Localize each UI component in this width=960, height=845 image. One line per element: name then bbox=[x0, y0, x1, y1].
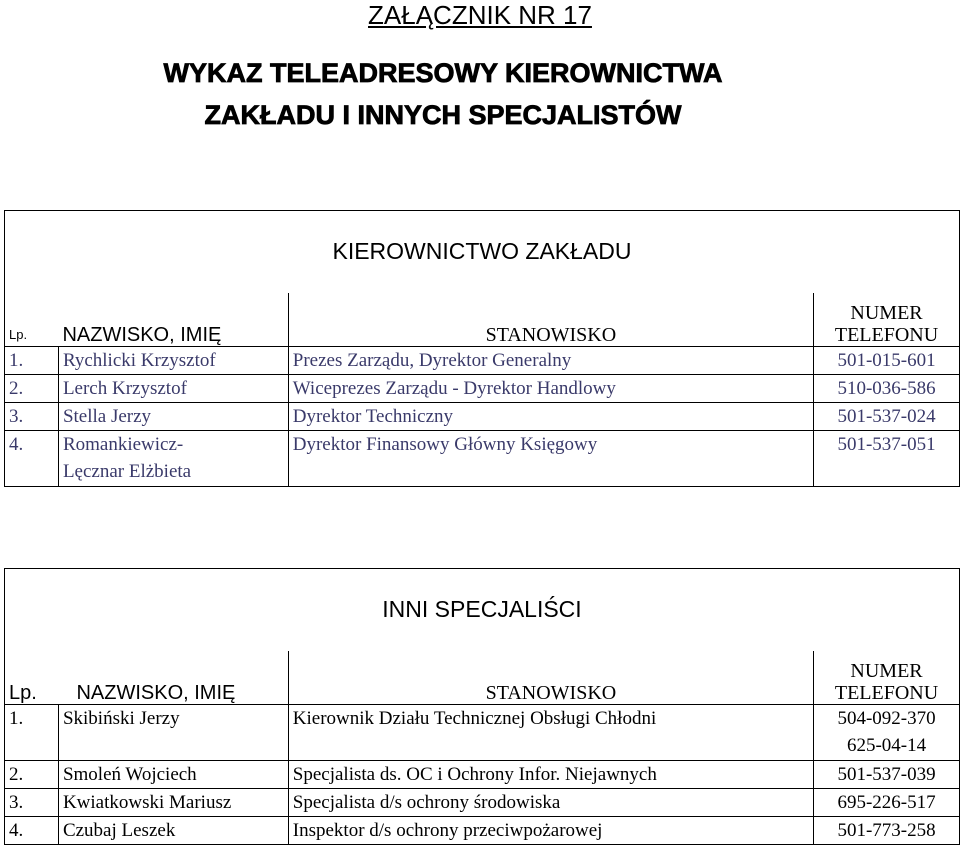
table-row bbox=[5, 431, 960, 487]
row-phone: 501-015-601 bbox=[814, 347, 960, 375]
row-name-line-2: Lęcznar Elżbieta bbox=[62, 461, 192, 482]
row-phone: 501-537-024 bbox=[814, 403, 960, 431]
row-lp: 3. bbox=[5, 789, 59, 817]
row-position: Specjalista d/s ochrony środowiska bbox=[288, 789, 813, 817]
row-lp: 2. bbox=[5, 761, 59, 789]
row-position: Prezes Zarządu, Dyrektor Generalny bbox=[288, 347, 813, 375]
section-title: INNI SPECJALIŚCI bbox=[5, 569, 960, 651]
header-position: STANOWISKO bbox=[288, 651, 813, 705]
row-name: Rychlicki Krzysztof bbox=[58, 347, 288, 375]
document-title-line-1: WYKAZ TELEADRESOWY KIEROWNICTWA bbox=[163, 58, 723, 88]
header-phone-line-1: NUMER bbox=[850, 302, 923, 324]
section-title: KIEROWNICTWO ZAKŁADU bbox=[5, 211, 960, 293]
header-lp: Lp. bbox=[5, 651, 59, 705]
row-position: Wiceprezes Zarządu - Dyrektor Handlowy bbox=[288, 375, 813, 403]
header-phone bbox=[814, 293, 960, 347]
row-lp: 1. bbox=[5, 705, 59, 761]
row-phone: 695-226-517 bbox=[814, 789, 960, 817]
row-name: Kwiatkowski Mariusz bbox=[58, 789, 288, 817]
row-phone-line-1: 504-092-370 bbox=[837, 708, 936, 729]
header-phone-line-1: NUMER bbox=[850, 660, 923, 682]
header-phone-line-2: TELEFONU bbox=[834, 682, 939, 704]
row-position: Dyrektor Techniczny bbox=[288, 403, 813, 431]
table-row bbox=[5, 817, 960, 845]
header-name: NAZWISKO, IMIĘ bbox=[58, 293, 288, 347]
row-lp: 4. bbox=[5, 431, 59, 487]
specialists-table bbox=[4, 568, 960, 845]
row-phone bbox=[814, 705, 960, 761]
table-row bbox=[5, 347, 960, 375]
header-phone bbox=[814, 651, 960, 705]
header-lp: Lp. bbox=[5, 293, 59, 347]
row-position: Dyrektor Finansowy Główny Księgowy bbox=[288, 431, 813, 487]
row-name: Czubaj Leszek bbox=[58, 817, 288, 845]
row-name: Smoleń Wojciech bbox=[58, 761, 288, 789]
header-phone-line-2: TELEFONU bbox=[834, 324, 939, 346]
row-name-line-1: Romankiewicz- bbox=[62, 434, 184, 455]
table-row bbox=[5, 761, 960, 789]
row-name: Stella Jerzy bbox=[58, 403, 288, 431]
row-phone: 510-036-586 bbox=[814, 375, 960, 403]
row-lp: 2. bbox=[5, 375, 59, 403]
row-name: Skibiński Jerzy bbox=[58, 705, 288, 761]
row-phone: 501-537-039 bbox=[814, 761, 960, 789]
row-phone: 501-537-051 bbox=[814, 431, 960, 487]
table-row bbox=[5, 375, 960, 403]
header-position: STANOWISKO bbox=[288, 293, 813, 347]
row-name: Lerch Krzysztof bbox=[58, 375, 288, 403]
row-name bbox=[58, 431, 288, 487]
table-row bbox=[5, 403, 960, 431]
document-title-line-2: ZAKŁADU I INNYCH SPECJALISTÓW bbox=[204, 100, 682, 130]
row-position: Inspektor d/s ochrony przeciwpożarowej bbox=[288, 817, 813, 845]
header-name: NAZWISKO, IMIĘ bbox=[58, 651, 288, 705]
row-lp: 4. bbox=[5, 817, 59, 845]
table-row bbox=[5, 705, 960, 761]
row-phone: 501-773-258 bbox=[814, 817, 960, 845]
row-lp: 3. bbox=[5, 403, 59, 431]
table-row bbox=[5, 789, 960, 817]
row-position: Specjalista ds. OC i Ochrony Infor. Niejawnych bbox=[288, 761, 813, 789]
row-lp: 1. bbox=[5, 347, 59, 375]
management-table bbox=[4, 210, 960, 487]
row-phone-line-2: 625-04-14 bbox=[846, 735, 927, 756]
row-position: Kierownik Działu Technicznej Obsługi Chłodni bbox=[288, 705, 813, 761]
annex-label: ZAŁĄCZNIK NR 17 bbox=[368, 0, 592, 30]
